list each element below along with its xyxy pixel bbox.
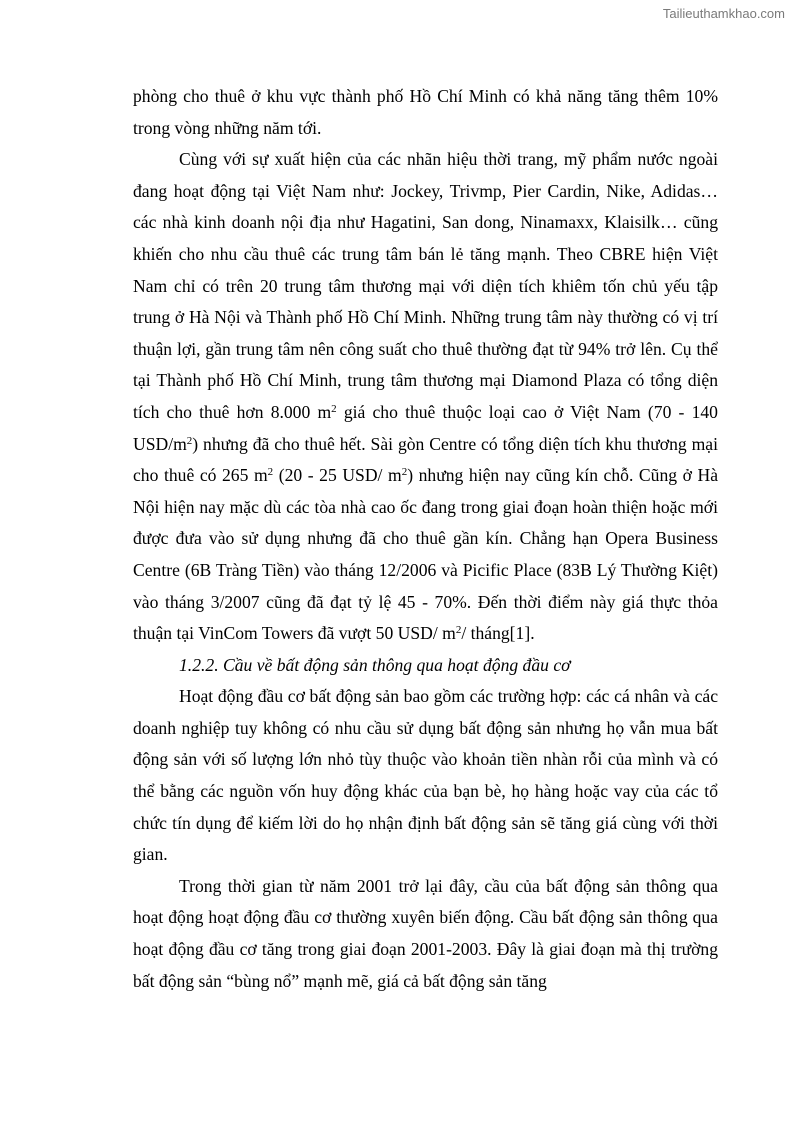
section-heading: 1.2.2. Cầu về bất động sản thông qua hoạt động đầu cơ: [179, 654, 571, 675]
superscript: 2: [186, 434, 193, 447]
paragraph-3: Hoạt động đầu cơ bất động sản bao gồm các trường hợp: các cá nhân và các doanh nghiệp tuy không có nhu cầu sử dụng bất động sản nhưng họ vẫn mua bất động sản với số lượng lớn nhỏ tùy thuộc vào khoản tiền nhàn rỗi của mình và có thể bằng các nguồn vốn huy động khác của bạn bè, họ hàng hoặc vay của các tổ chức tín dụng để kiếm lời do họ nhận định bất động sản sẽ tăng giá cùng với thời gian.: [133, 686, 718, 865]
paragraph-2: Cùng với sự xuất hiện của các nhãn hiệu thời trang, mỹ phẩm nước ngoài đang hoạt động tại Việt Nam như: Jockey, Trivmp, Pier Cardin, Nike, Adidas… các nhà kinh doanh nội địa như Hagatini, San dong, Ninamaxx, Klaisilk… cũng khiến cho nhu cầu thuê các trung tâm bán lẻ tăng mạnh. Theo CBRE hiện Việt Nam chỉ có trên 20 trung tâm thương mại với diện tích khiêm tốn chủ yếu tập trung ở Hà Nội và Thành phố Hồ Chí Minh. Những trung tâm này thường có vị trí thuận lợi, gần trung tâm nên công suất cho thuê thường đạt từ 94% trở lên. Cụ thể tại Thành phố Hồ Chí Minh, trung tâm thương mại Diamond Plaza có tổng diện tích cho thuê hơn 8.000 $m^2$ giá cho thuê thuộc loại cao ở Việt Nam (70 - 140 USD/$m^2$) nhưng đã cho thuê hết. Sài gòn Centre có tổng diện tích khu thương mại cho thuê có 265 $m^2$ (20 - 25 USD/ $m^2$) nhưng hiện nay cũng kín chỗ. Cũng ở Hà Nội hiện nay mặc dù các tòa nhà cao ốc đang trong giai đoạn hoàn thiện hoặc mới được đưa vào sử dụng nhưng đã cho thuê gần kín. Chẳng hạn Opera Business Centre (6B Tràng Tiền) vào tháng 12/2006 và Picific Place (83B Lý Thường Kiệt) vào tháng 3/2007 cũng đã đạt tỷ lệ 45 - 70%. Đến thời điểm này giá thực thỏa thuận tại VinCom Towers đã vượt 50 USD/ $m^2/$ tháng[1].: [133, 149, 719, 644]
paragraph-4: Trong thời gian từ năm 2001 trở lại đây, cầu của bất động sản thông qua hoạt động hoạt động đầu cơ thường xuyên biến động. Cầu bất động sản thông qua hoạt động đầu cơ tăng trong giai đoạn 2001-2003. Đây là giai đoạn mà thị trường bất động sản “bùng nổ” mạnh mẽ, giá cả bất động sản tăng: [133, 875, 718, 991]
superscript: 2: [331, 402, 337, 415]
superscript: 2: [455, 624, 462, 637]
paragraph-1: phòng cho thuê ở khu vực thành phố Hồ Chí Minh có khả năng tăng thêm 10% trong vòng những năm tới.: [133, 86, 718, 138]
watermark: Tailieuthamkhao.com: [662, 6, 785, 21]
superscript: 2: [401, 466, 408, 479]
superscript: 2: [267, 466, 274, 479]
document-body: [133, 81, 718, 997]
